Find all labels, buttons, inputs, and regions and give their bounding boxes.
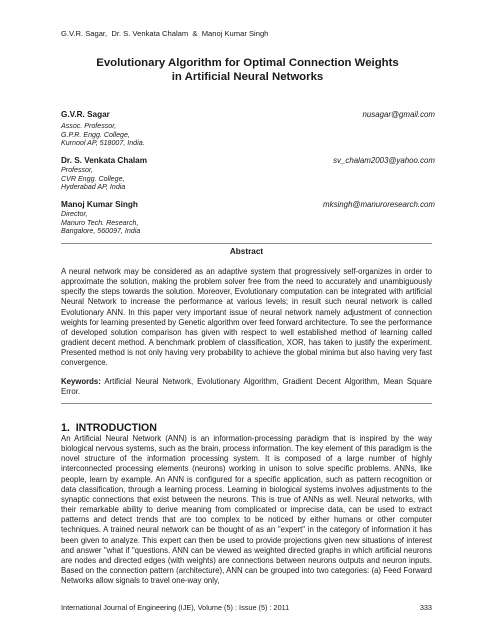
running-head: G.V.R. Sagar, Dr. S. Venkata Chalam & Manoj Kumar Singh bbox=[61, 29, 269, 38]
author-affiliation bbox=[61, 122, 435, 148]
author-affiliation bbox=[61, 166, 435, 192]
abstract-heading: Abstract bbox=[229, 247, 264, 256]
footer-page-number: 333 bbox=[419, 603, 432, 612]
author-email[interactable]: nusagar@gmail.com bbox=[362, 110, 435, 119]
author-name: Manoj Kumar Singh bbox=[61, 200, 138, 209]
affiliation-line: G.P.R. Engg. College, bbox=[61, 130, 130, 139]
author-name: G.V.R. Sagar bbox=[61, 110, 110, 119]
keywords-label: Keywords: bbox=[61, 377, 101, 386]
paper-title-line-1: Evolutionary Algorithm for Optimal Connection Weights bbox=[96, 57, 399, 69]
affiliation-line: Hyderabad AP, India bbox=[61, 183, 126, 192]
author-name: Dr. S. Venkata Chalam bbox=[61, 156, 148, 165]
keywords bbox=[61, 377, 432, 397]
paper-title bbox=[50, 57, 445, 84]
affiliation-line: Manuro Tech. Research, bbox=[61, 218, 139, 227]
keywords-bottom-rule bbox=[61, 403, 432, 404]
affiliation-line: Director, bbox=[61, 210, 88, 218]
affiliation-line: Kurnool AP, 518007, India. bbox=[61, 139, 145, 148]
author-block-3 bbox=[61, 199, 435, 236]
affiliation-line: Bangalore, 560097, India bbox=[61, 227, 141, 236]
author-email[interactable]: mksingh@manuroresearch.com bbox=[323, 200, 435, 209]
paper-title-line-2: in Artificial Neural Networks bbox=[171, 70, 324, 83]
affiliation-line: Assoc. Professor, bbox=[61, 122, 117, 130]
introduction-text: An Artificial Neural Network (ANN) is an information-processing paradigm that is inspired by the way biological nervous systems, such as the brain, process information. The key element of this paradigm is the novel structure of the information processing system. It is composed of a large number of highly interconnected processing elements (neurons) working in unison to solve specific problems. ANNs, like people, learn by example. An ANN is configured for a specific application, such as pattern recognition or data classification, through a learning process. Learning in biological systems involves adjustments to the synaptic connections that exist between the neurons. This is true of ANNs as well. Neural networks, with their remarkable ability to derive meaning from complicated or imprecise data, can be used to extract patterns and detect trends that are too complex to be noticed by either humans or other computer techniques. A trained neural network can be thought of as an "expert" in the category of information it has been given to analyze. This expert can then be used to provide projections given new situations of interest and answer "what if "questions. ANN can be viewed as weighted directed graphs in which artificial neurons are nodes and directed edges (with weights) are connections between neurons outputs and neuron inputs. Based on the connection pattern (architecture), ANN can be grouped into two categories: (a) Feed Forward Networks allow signals to travel one-way only, bbox=[61, 434, 432, 586]
author-block-1 bbox=[61, 109, 435, 148]
author-affiliation bbox=[61, 210, 435, 236]
author-email[interactable]: sv_chalam2003@yahoo.com bbox=[333, 156, 435, 165]
author-block-2 bbox=[61, 155, 435, 192]
affiliation-line: CVR Engg. College, bbox=[61, 174, 125, 183]
abstract-text: A neural network may be considered as an adaptive system that progressively self-organizes in order to approximate the solution, making the problem solver free from the need to accurately and unambiguously specify the steps towards the solution. Moreover, Evolutionary computation can be integrated with artificial Neural Network to increase the performance at various levels; in result such neural network is called Evolutionary ANN. In this paper very important issue of neural network namely adjustment of connection weights for learning presented by Genetic algorithm over feed forward architecture. To see the performance of developed solution comparison has given with respect to well established method of learning called gradient decent method. A benchmark problem of classification, XOR, has taken to justify the experiment. Presented method is not only having very probability to achieve the global minima but also having very fast convergence. bbox=[61, 267, 432, 368]
affiliation-line: Professor, bbox=[61, 166, 93, 174]
abstract-top-rule bbox=[61, 243, 432, 244]
section-heading-introduction: 1. INTRODUCTION bbox=[61, 422, 157, 434]
footer-journal-info: International Journal of Engineering (IJE), Volume (5) : Issue (5) : 2011 bbox=[61, 603, 290, 612]
keywords-text: Artificial Neural Network, Evolutionary Algorithm, Gradient Decent Algorithm, Mean Square Error. bbox=[61, 377, 432, 397]
